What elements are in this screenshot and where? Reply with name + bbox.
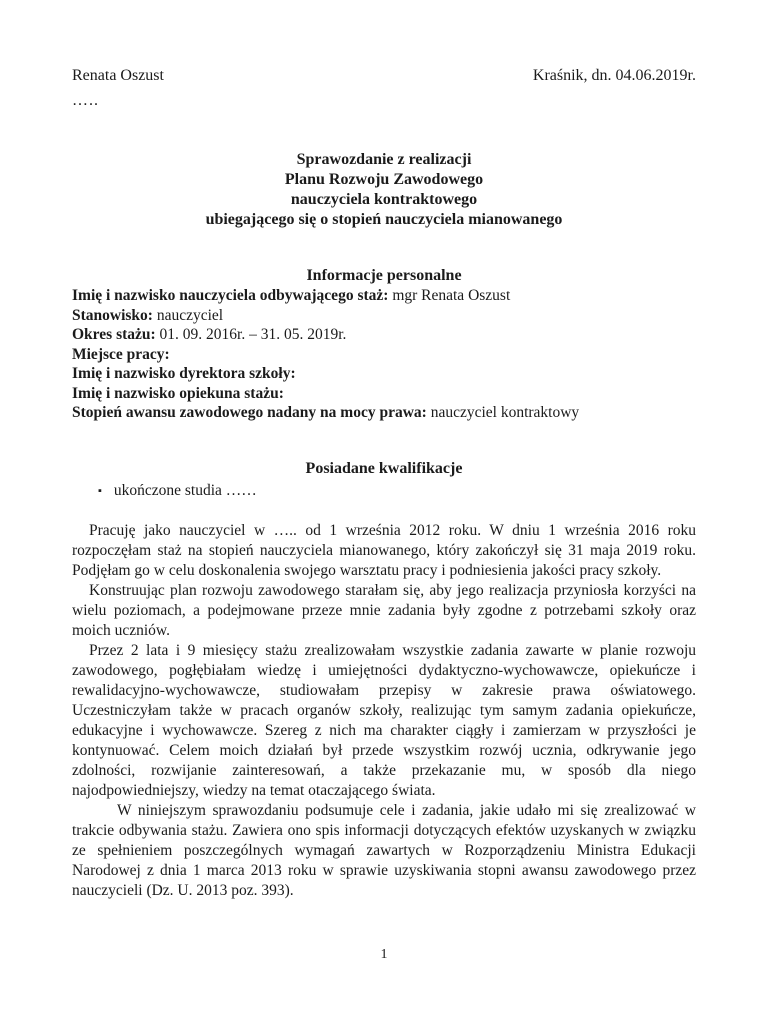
list-item-text: ukończone studia …… — [113, 481, 257, 499]
document-header — [72, 66, 696, 86]
info-field-label: Imię i nazwisko dyrektora szkoły: — [72, 365, 296, 382]
info-field-label: Imię i nazwisko opiekuna stażu: — [72, 384, 284, 402]
author-name: Renata Oszust — [72, 67, 164, 84]
info-field-label: Miejsce pracy: — [72, 345, 170, 363]
info-field-position — [72, 306, 696, 326]
ellipsis-line: ….. — [72, 92, 99, 109]
info-field-value: 01. 09. 2016r. – 31. 05. 2019r. — [159, 326, 347, 343]
info-field-label: Okres stażu: — [72, 326, 156, 343]
info-field-label: Stanowisko: — [72, 306, 153, 324]
list-item — [72, 481, 696, 501]
document-title — [72, 150, 696, 230]
info-field-value: mgr Renata Oszust — [392, 287, 511, 304]
title-line-3: nauczyciela kontraktowego — [290, 191, 478, 208]
info-field-workplace — [72, 345, 696, 365]
document-content — [72, 66, 696, 901]
personal-info-fields — [72, 286, 696, 423]
info-field-internship-supervisor — [72, 384, 696, 404]
bullet-square-icon: ▪ — [98, 484, 102, 497]
info-field-school-director — [72, 364, 696, 384]
body-paragraph: Konstruując plan rozwoju zawodowego starałam się, aby jego realizacja przyniosła korzyści na wielu poziomach, a podejmowane przeze mnie zadania były zgodne z potrzebami szkoły oraz moich uczniów. — [72, 581, 696, 639]
qualifications-heading: Posiadane kwalifikacje — [305, 459, 463, 477]
body-paragraph: Przez 2 lata i 9 miesięcy stażu zrealizowałam wszystkie zadania zawarte w planie rozwoju zawodowego, pogłębiałam wiedzę i umiejętności dydaktyczno-wychowawcze, opiekuńcze i rewalidacyjno-wychowawcze, studiowałam przepisy w zakresie prawa oświatowego. Uczestniczyłam także w pracach organów szkoły, realizując tym samym zadania opiekuńcze, edukacyjne i wychowawcze. Szereg z nich ma charakter ciągły i zamierzam w przyszłości je kontynuować. Celem moich działań był przede wszystkim rozwój ucznia, odkrywanie jego zdolności, rozwijanie zainteresowań, a także przekazanie mu, w sposób dla niego najodpowiedniejszy, wiedzy na temat otaczającego świata. — [72, 641, 696, 799]
body-paragraph: Pracuję jako nauczyciel w ….. od 1 września 2012 roku. W dniu 1 września 2016 roku rozpoczęłam staż na stopień nauczyciela mianowanego, który zakończył się 31 maja 2019 roku. Podjęłam go w celu doskonalenia swojego warsztatu pracy i podniesienia jakości pracy szkoły. — [72, 521, 696, 579]
place-and-date: Kraśnik, dn. 04.06.2019r. — [532, 67, 696, 84]
qualifications-list — [72, 481, 696, 501]
info-field-internship-period — [72, 325, 696, 345]
title-line-2: Planu Rozwoju Zawodowego — [284, 171, 484, 188]
info-field-value: nauczyciel kontraktowy — [430, 404, 580, 421]
page-number: 1 — [380, 947, 388, 962]
title-line-1: Sprawozdanie z realizacji — [296, 151, 472, 168]
personal-info-heading: Informacje personalne — [306, 267, 462, 284]
title-line-4: ubiegającego się o stopień nauczyciela mianowanego — [205, 211, 563, 228]
report-body — [72, 521, 696, 901]
info-field-label: Stopień awansu zawodowego nadany na mocy prawa: — [72, 404, 427, 421]
info-field-label: Imię i nazwisko nauczyciela odbywającego staż: — [72, 287, 389, 304]
info-field-promotion-grade — [72, 403, 696, 423]
info-field-value: nauczyciel — [156, 306, 224, 324]
body-paragraph: W niniejszym sprawozdaniu podsumuje cele i zadania, jakie udało mi się zrealizować w trakcie odbywania stażu. Zawiera ono spis informacji dotyczących efektów uzyskanych w związku ze spełnieniem poszczególnych wymagań zawartych w Rozporządzeniu Ministra Edukacji Narodowej z dnia 1 marca 2013 roku w sprawie uzyskiwania stopni awansu zawodowego przez nauczycieli (Dz. U. 2013 poz. 393). — [72, 801, 696, 899]
info-field-teacher-name — [72, 286, 696, 306]
